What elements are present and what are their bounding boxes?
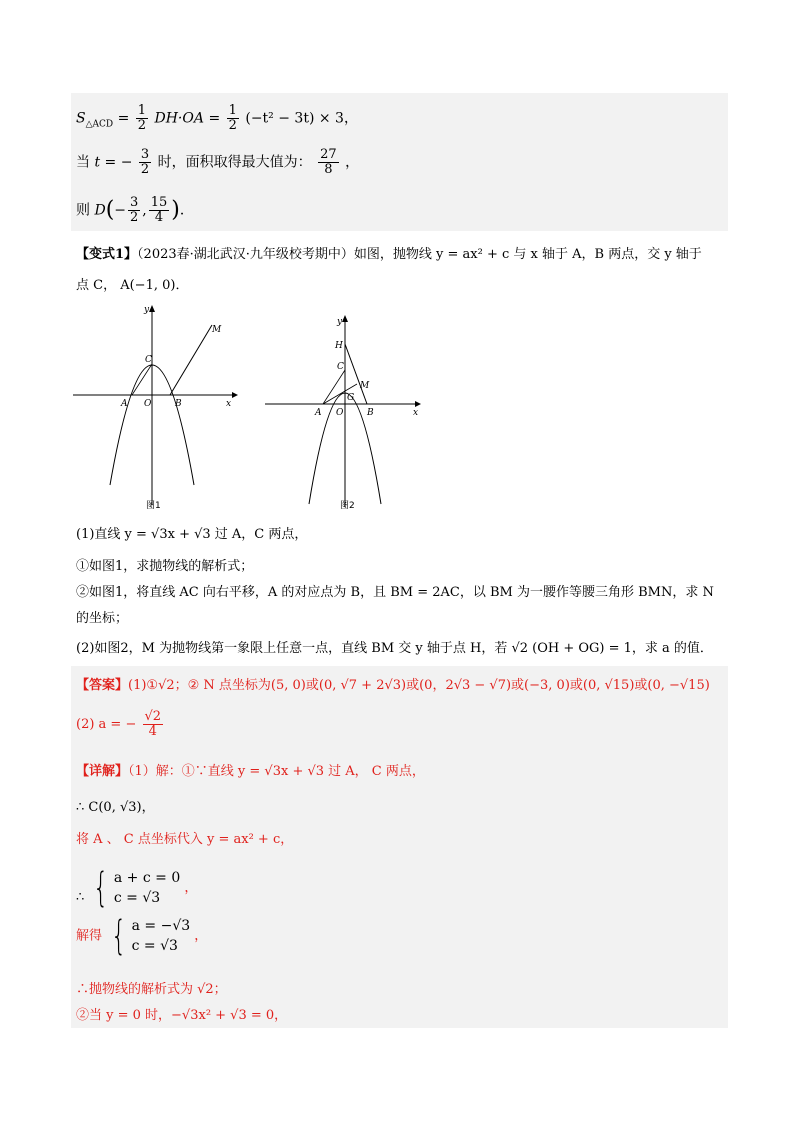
area-formula-line: $S_{\triangle ACD}$ = $\frac{1}{2}$ DH·OA = $\frac{1}{2}$ (−t² − 3t) × 3， xyxy=(76,103,358,133)
fig2-label-g: G xyxy=(347,393,355,403)
area-product: DH·OA xyxy=(154,110,204,127)
fig1-x-arrow xyxy=(232,392,238,398)
fig1-label-y: y xyxy=(144,305,150,315)
question-1b-line-2: 的坐标； xyxy=(76,611,129,626)
detail-line-2: ∴ C(0, √3)， xyxy=(76,800,155,815)
fig2-line-ac xyxy=(323,370,345,404)
fig2-x-arrow xyxy=(415,401,421,407)
fig1-label-o: O xyxy=(144,399,152,409)
area-symbol: S xyxy=(76,110,86,127)
fraction-half: $\frac{1}{2}$ xyxy=(137,103,147,133)
answer-line-2 xyxy=(76,710,165,739)
answer-a-fraction: $\frac{√2}{4}$ xyxy=(144,709,162,739)
fig1-line-ac xyxy=(132,364,152,395)
fig2-label-a: A xyxy=(315,408,322,418)
area-tail: (−t² − 3t) × 3， xyxy=(245,110,358,127)
variant-line-1 xyxy=(76,245,702,265)
fig2-label-b: B xyxy=(367,408,374,418)
system-1-brace: { a + c = 0 c = √3 xyxy=(93,865,181,911)
max-area-line: 当 t = − $\frac{3}{2}$ 时，面积取得最大值为： $\frac{27}{8}$ ， xyxy=(76,147,360,177)
detail-line-7: ②当 y = 0 时，−√3x² + √3 = 0， xyxy=(76,1008,288,1023)
question-1a: ①如图1，求抛物线的解析式； xyxy=(76,559,254,574)
system-2-row-1: a = −√3 xyxy=(131,918,191,934)
fraction-half-2: $\frac{1}{2}$ xyxy=(228,103,237,133)
area-subscript: △ACD xyxy=(85,119,114,130)
t-fraction: $\frac{3}{2}$ xyxy=(140,147,150,177)
variant-text-2: 点 C， A(−1, 0)． xyxy=(76,278,189,293)
fig1-label-x: x xyxy=(226,399,232,409)
fig2-label-y: y xyxy=(337,317,343,327)
detail-line-1 xyxy=(76,762,425,782)
fig2-label-x: x xyxy=(413,408,419,418)
answer-tag: 【答案】 xyxy=(76,678,129,693)
fig1-label-a: A xyxy=(121,399,128,409)
fig1-label-b: B xyxy=(175,399,182,409)
question-1-intro: (1)直线 y = √3x + √3 过 A，C 两点， xyxy=(76,527,308,542)
fig2-label-m: M xyxy=(360,381,370,391)
answer-line-1 xyxy=(76,676,710,696)
fig1-label-m: M xyxy=(212,325,222,335)
max-value-fraction: $\frac{27}{8}$ xyxy=(320,147,337,177)
fig2-label-c: C xyxy=(337,362,344,372)
detail-tag: 【详解】 xyxy=(76,764,129,779)
point-d-label: D xyxy=(94,202,106,219)
figure-2-caption: 图2 xyxy=(340,501,355,511)
system-1: ∴ { a + c = 0 c = √3 ， xyxy=(76,865,198,911)
variant-line-2 xyxy=(76,276,188,296)
therefore-symbol: ∴ xyxy=(76,890,85,905)
figure-2 xyxy=(263,312,428,512)
detail-text-1: （1）解：①∵直线 y = √3x + √3 过 A， C 两点， xyxy=(128,764,425,779)
point-d-line: 则 D(− $\frac{3}{2}$ , $\frac{15}{4}$ )． xyxy=(76,195,194,225)
detail-line-3: 将 A 、 C 点坐标代入 y = ax² + c， xyxy=(76,832,294,847)
system-2: 解得 { a = −√3 c = √3 ， xyxy=(76,913,208,959)
variant-text-1: （2023春·湖北武汉·九年级校考期中）如图，抛物线 y = ax² + c 与 x 轴于 A，B 两点，交 y 轴于 xyxy=(137,247,702,262)
fig1-line-bm xyxy=(170,325,212,395)
fig1-label-c: C xyxy=(145,355,152,365)
detail-line-6: ∴抛物线的解析式为 √2； xyxy=(76,982,227,997)
fig2-label-h: H xyxy=(335,341,343,351)
figure-1-caption: 图1 xyxy=(146,501,161,511)
figure-1 xyxy=(70,300,240,515)
answer-part-2: (2) a = − xyxy=(76,717,137,732)
answer-part-1: (1)①√2；② N 点坐标为(5, 0)或(0, √7 + 2√3)或(0，2√3 − √7)或(−3, 0)或(0, √15)或(0, −√15) xyxy=(128,678,710,693)
solve-label: 解得 xyxy=(76,928,103,944)
question-1b-line-1: ②如图1，将直线 AC 向右平移，A 的对应点为 B，且 BM = 2AC，以 BM 为一腰作等腰三角形 BMN，求 N xyxy=(76,585,714,600)
fig1-y-arrow xyxy=(149,305,155,312)
system-2-row-2: c = √3 xyxy=(131,938,178,954)
system-1-row-1: a + c = 0 xyxy=(113,870,181,886)
fig2-label-o: O xyxy=(336,408,344,418)
system-1-row-2: c = √3 xyxy=(113,890,161,906)
question-2: (2)如图2，M 为抛物线第一象限上任意一点，直线 BM 交 y 轴于点 H，若 √2 (OH + OG) = 1，求 a 的值． xyxy=(76,641,713,656)
system-2-brace: { a = −√3 c = √3 xyxy=(111,913,191,959)
fig2-y-arrow xyxy=(342,315,348,322)
variant-tag: 【变式1】 xyxy=(76,247,138,262)
